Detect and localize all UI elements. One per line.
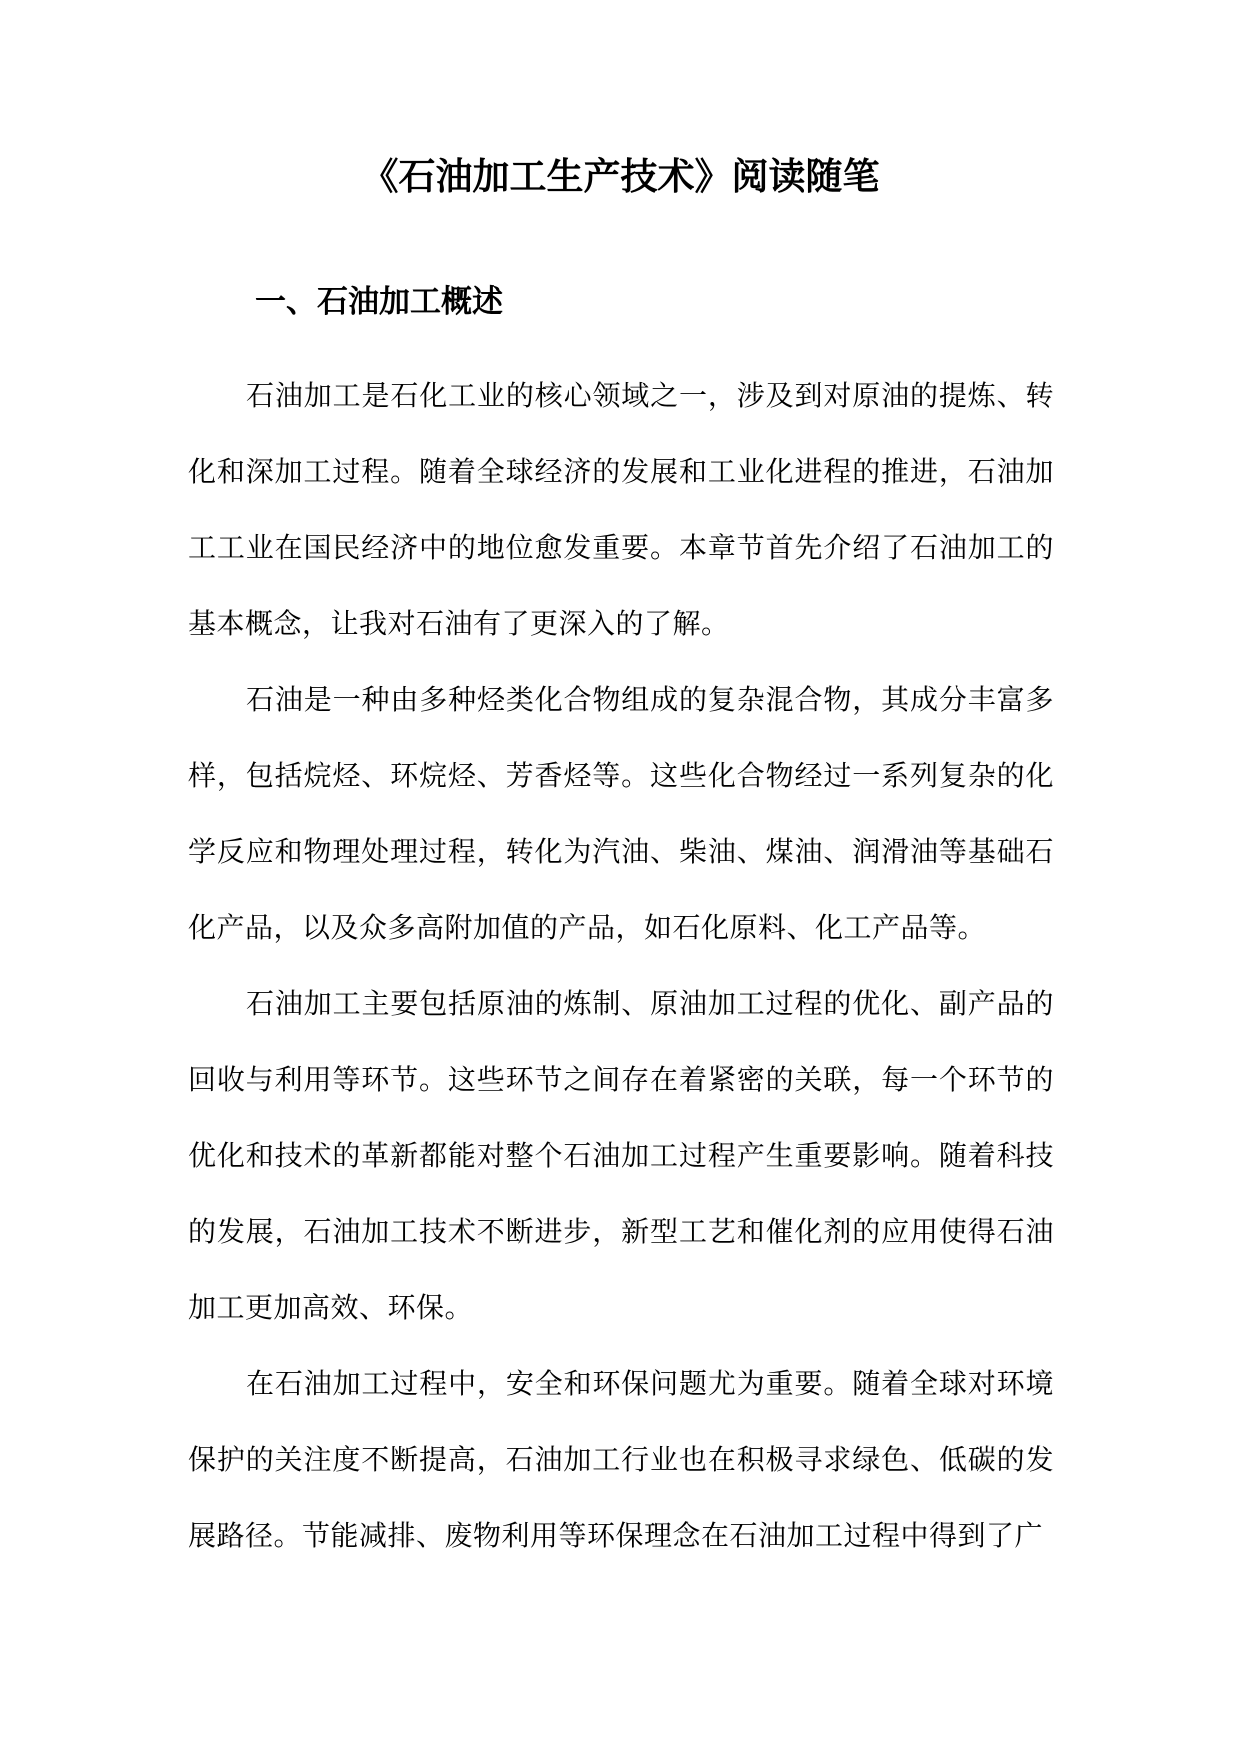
paragraph-4: 在石油加工过程中，安全和环保问题尤为重要。随着全球对环境保护的关注度不断提高，石油加工行业也在积极寻求绿色、低碳的发展路径。节能减排、废物利用等环保理念在石油加工过程中得到了广 [188, 1367, 1054, 1552]
body-text [188, 358, 1054, 1574]
paragraph-1: 石油加工是石化工业的核心领域之一，涉及到对原油的提炼、转化和深加工过程。随着全球经济的发展和工业化进程的推进，石油加工工业在国民经济中的地位愈发重要。本章节首先介绍了石油加工的基本概念，让我对石油有了更深入的了解。 [188, 379, 1054, 640]
paragraph-2: 石油是一种由多种烃类化合物组成的复杂混合物，其成分丰富多样，包括烷烃、环烷烃、芳香烃等。这些化合物经过一系列复杂的化学反应和物理处理过程，转化为汽油、柴油、煤油、润滑油等基础石化产品，以及众多高附加值的产品，如石化原料、化工产品等。 [188, 683, 1054, 944]
document-title: 《石油加工生产技术》阅读随笔 [361, 154, 880, 198]
section-heading: 一、石油加工概述 [255, 284, 503, 320]
paragraph-3: 石油加工主要包括原油的炼制、原油加工过程的优化、副产品的回收与利用等环节。这些环节之间存在着紧密的关联，每一个环节的优化和技术的革新都能对整个石油加工过程产生重要影响。随着科技的发展，石油加工技术不断进步，新型工艺和催化剂的应用使得石油加工更加高效、环保。 [188, 987, 1054, 1324]
